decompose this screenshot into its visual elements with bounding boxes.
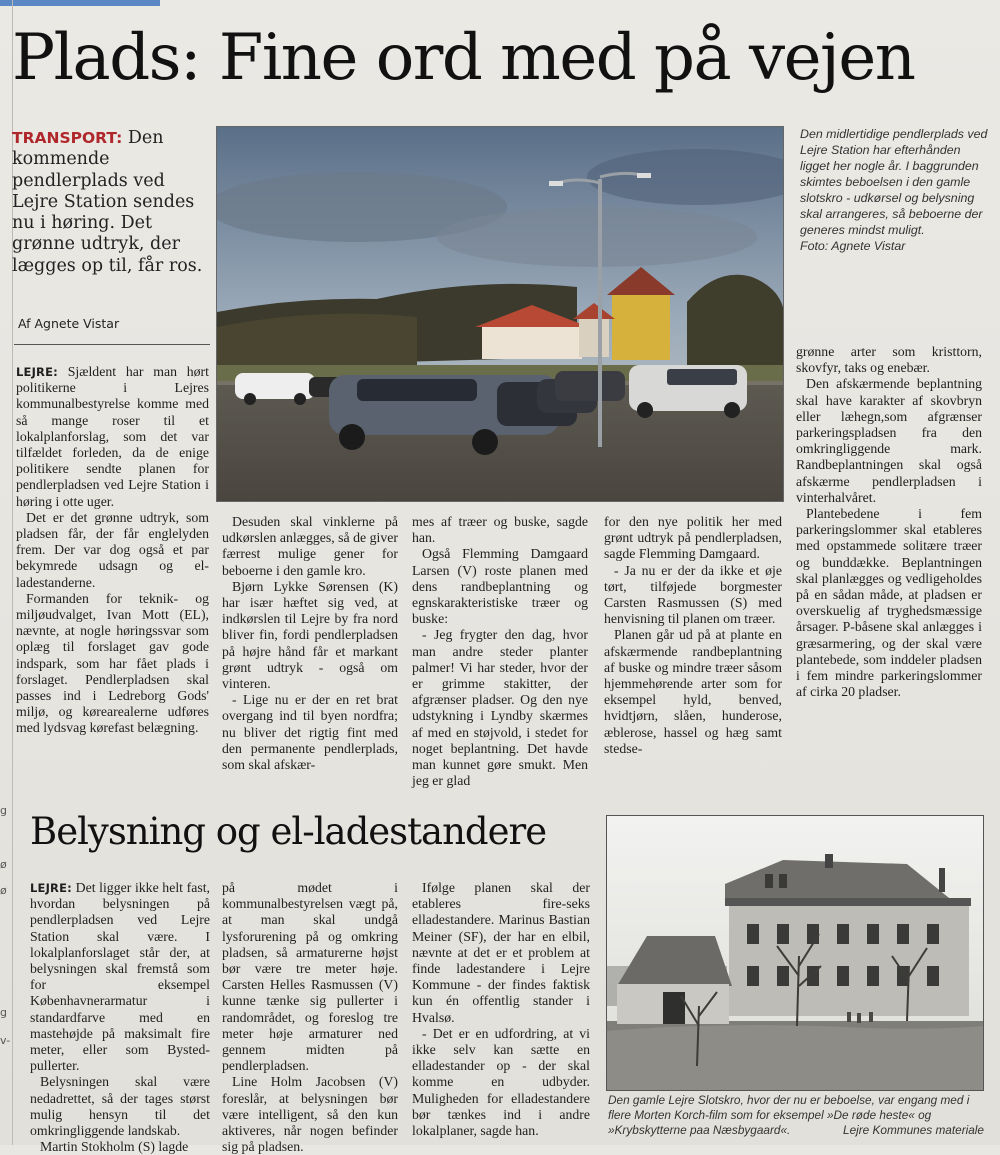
deck-text: Den kommende pendlerplads ved Lejre Station sendes nu i høring. Det grønne udtryk, der lægges op til, får ros. [12, 128, 203, 276]
article-column-1 [16, 364, 209, 737]
article-deck [12, 128, 212, 277]
article-column-3 [412, 514, 588, 789]
margin-mark: ø [0, 884, 7, 897]
paragraph: Ifølge planen skal der etableres fire-seks elladestandere. Marinus Bastian Meiner (SF), der har en elbil, nævnte at det er et problem at finde ladestandere i Lejre Kommune - der findes faktisk kun én offentlig stander i Hvalsø. [412, 880, 590, 1025]
paragraph: på mødet i kommunalbestyrelsen vægt på, at man skal undgå lysforurening på og omkring pladsen, så armaturerne højst bør være tre meter høje. Carsten Helles Rasmussen (V) kunne tænke sig pullerter i randområdet, og foreslog tre meter høje armaturer ned gennem midten på pendlerpladsen. [222, 880, 398, 1074]
paragraph: Martin Stokholm (S) lagde [40, 1139, 189, 1155]
photo2-caption [608, 1093, 986, 1138]
parking-lot-photo [216, 126, 784, 502]
article-column-4 [604, 514, 782, 757]
paragraph: Formanden for teknik- og miljøudvalget, Ivan Mott (EL), nævnte, at nogle høringssvar som oplæg til forslaget gav gode indspark, som har fået plads i forslaget. Pendlerpladsen skal passes ind i Ledreborg Gods' miljø, og kørearealerne udføres med lydsvag kørefast belægning. [16, 590, 209, 736]
paragraph: - Jeg frygter den dag, hvor man andre steder planter palmer! Vi har steder, hvor der er grimme stakitter, der afgrænser pladser. Og den nye udstykning i Lyndby skærmes af med en støjvold, i stedet for noget beplantning. Det havde man kunnet gøre smukt. Men jeg er glad [412, 627, 588, 789]
paragraph: - Det er en udfordring, at vi ikke selv kan sætte en elladestander op - der skal komme en udbyder. Muligheden for elladestandere bør tænkes ind i andre lokalplaner, sagde han. [412, 1025, 590, 1139]
paragraph: - Ja nu er der da ikke et øje tørt, tilføjede borgmester Carsten Rasmussen (S) med henvisning til planen om træer. [604, 562, 782, 627]
byline: Af Agnete Vistar [18, 316, 120, 331]
paragraph: - Lige nu er der en ret brat overgang ind til byen nordfra; nu bliver det rigtig fint med den permanente pendlerplads, som skal afskær- [222, 692, 398, 773]
slotskro-illustration [607, 816, 983, 1090]
article2-column-1 [30, 880, 210, 1155]
paragraph: Plantebedene i fem parkeringslommer skal etableres med opstammede solitære træer og bunddække. Beplantningen skal planlægges og vedligeholdes på en sådan måde, at pladsen er overskuelig af tryghedsmæssige årsager. P-båsene skal anlægges i græsarmering, og der skal være plantebede, som inddeler pladsen i fem mindre parkeringslommer af cirka 20 pladser. [796, 506, 982, 700]
paragraph: Også Flemming Damgaard Larsen (V) roste planen med dens randbeplantning og egnskarakteristiske træer og buske: [412, 546, 588, 627]
paragraph: Det er det grønne udtryk, som pladsen får, der får englelyden frem. Der var dog også et par bekymrede udsagn og el-ladestanderne. [16, 509, 209, 590]
margin-mark: ø [0, 858, 7, 871]
slotskro-photo [606, 815, 984, 1091]
dateline: LEJRE: [16, 365, 58, 379]
caption-text: Den gamle Lejre Slotskro, hvor der nu er beboelse, var engang med i flere Morten Korch-film som for eksempel »De røde heste« og »Krybskytterne paa Næsbygaard«. [608, 1093, 970, 1137]
paragraph-text: Det ligger ikke helt fast, hvordan belysningen på pendlerpladsen ved Lejre Station skal være. I lokalplanforslaget står der, at belysningen skal fremstå som for eksempel Københavnerarmatur i standardfarve med en mastehøjde på maksimalt fire meter, eller som Bysted-pullerter. [30, 880, 210, 1074]
paragraph: Den afskærmende beplantning skal have karakter af skovbryn eller læhegn,som afgrænser parkeringspladsen fra den omkringliggende mark. Randbeplantningen skal også afskærme pendlerpladsen i vinterhalvåret. [796, 376, 982, 505]
byline-rule [14, 344, 210, 345]
paragraph: Bjørn Lykke Sørensen (K) har især hæftet sig ved, at indkørslen til Lejre by fra nord bliver fin, fordi pendlerpladsen på højre hånd får et markant grønt udtryk - også om vinteren. [222, 578, 398, 692]
article2-column-3 [412, 880, 590, 1139]
paragraph: Line Holm Jacobsen (V) foreslår, at belysningen bør være intelligent, så den kun aktiveres, når nogen befinder sig på pladsen. [222, 1074, 398, 1155]
page-headline: Plads: Fine ord med på vejen [12, 21, 915, 95]
paragraph: mes af træer og buske, sagde han. [412, 514, 588, 546]
photo-credit: Foto: Agnete Vistar [800, 239, 906, 253]
caption-text: Den midlertidige pendlerplads ved Lejre Station har efterhånden ligget her nogle år. I baggrunden skimtes beboelsen i den gamle slotskro - udkørsel og belysning skal arrangeres, så beboerne der generes mindst muligt. [800, 127, 988, 237]
paragraph: for den nye politik her med grønt udtryk på pendlerpladsen, sagde Flemming Damgaard. [604, 514, 782, 562]
paragraph: Desuden skal vinklerne på udkørslen anlægges, så de giver færrest mulige gener for beboerne i den gamle kro. [222, 514, 398, 578]
paragraph [16, 364, 209, 510]
parking-lot-illustration [217, 127, 783, 501]
photo-caption [800, 126, 990, 254]
dateline: LEJRE: [30, 881, 72, 895]
article-column-5 [796, 344, 982, 700]
margin-mark: g [0, 804, 7, 817]
margin-mark: g [0, 1006, 7, 1019]
paragraph [30, 880, 210, 1074]
section-subheadline: Belysning og el-ladestandere [30, 810, 547, 853]
article2-column-2 [222, 880, 398, 1155]
deck-kicker: TRANSPORT: [12, 129, 123, 147]
margin-mark: v- [0, 1034, 11, 1047]
paragraph: grønne arter som kristtorn, skovfyr, taks og enebær. [796, 344, 982, 376]
photo2-credit: Lejre Kommunes materiale [843, 1123, 984, 1137]
paragraph: Planen går ud på at plante en afskærmende randbeplantning af buske og mindre træer såsom hjemmehørende arter som for eksempel hyld, benved, hvidtjørn, slåen, hunderose, æblerose, hassel og hæg samt stedse- [604, 627, 782, 756]
article-column-2 [222, 514, 398, 773]
paragraph-text: Sjældent har man hørt politikerne i Lejres kommunalbestyrelse komme med så mange roser til et lokalplanforslag, som det var tilfældet forleden, da de enige politikere sendte planen for pendlerpladsen ved Lejre Station i høring i otte uger. [16, 364, 209, 509]
paragraph: Belysningen skal være nedadrettet, så der tages størst mulig hensyn til det omkringliggende landskab. [30, 1074, 210, 1139]
top-color-bar [0, 0, 160, 6]
